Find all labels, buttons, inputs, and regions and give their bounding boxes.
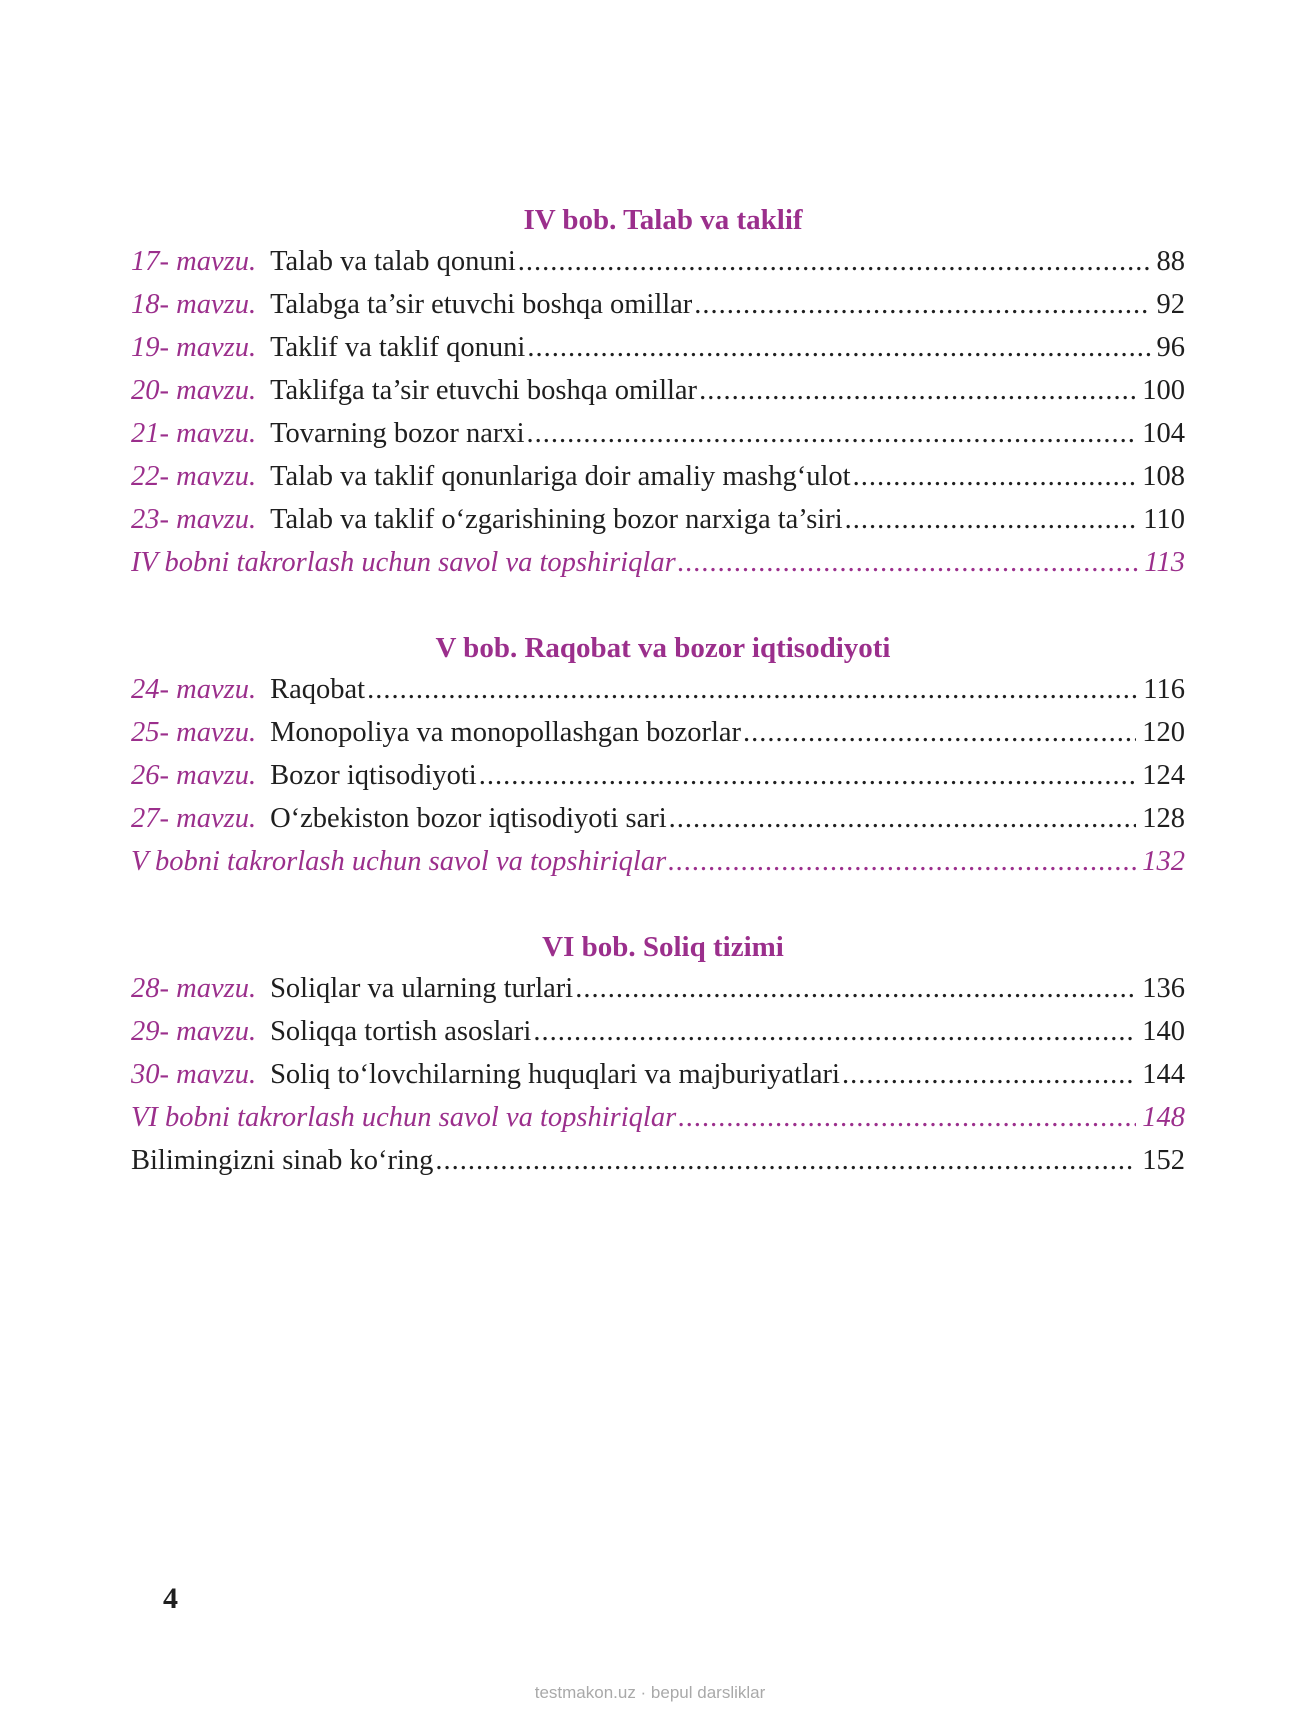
table-of-contents <box>131 200 1185 1226</box>
dot-leader <box>853 455 1137 498</box>
topic-title: Soliq to‘lovchilarning huquqlari va majburiyatlari <box>270 1059 840 1090</box>
page-ref: 88 <box>1156 246 1185 277</box>
toc-entry[interactable] <box>131 240 1185 283</box>
section-heading: VI bob. Soliq tizimi <box>542 931 784 963</box>
page-ref: 120 <box>1142 717 1185 748</box>
section-heading: IV bob. Talab va taklif <box>523 204 803 236</box>
toc-review-entry[interactable] <box>131 541 1185 584</box>
topic-title: Tovarning bozor narxi <box>270 418 525 449</box>
dot-leader <box>533 1010 1136 1053</box>
topic-number: 20- mavzu. <box>131 375 257 406</box>
topic-title: Taklif va taklif qonuni <box>270 332 526 363</box>
topic-title: Raqobat <box>270 674 366 705</box>
toc-entry[interactable] <box>131 668 1185 711</box>
topic-number: 22- mavzu. <box>131 461 257 492</box>
dot-leader <box>842 1053 1136 1096</box>
dot-leader <box>527 326 1150 369</box>
toc-entry[interactable] <box>131 369 1185 412</box>
section-v <box>131 628 1185 883</box>
topic-number: 25- mavzu. <box>131 717 257 748</box>
topic-title: Taklifga ta’sir etuvchi boshqa omillar <box>270 375 698 406</box>
toc-entry[interactable] <box>131 754 1185 797</box>
topic-title: O‘zbekiston bozor iqtisodiyoti sari <box>270 803 667 834</box>
dot-leader <box>518 240 1151 283</box>
toc-entry[interactable] <box>131 1053 1185 1096</box>
dot-leader <box>527 412 1137 455</box>
topic-title: Soliqqa tortish asoslari <box>270 1016 532 1047</box>
toc-entry[interactable] <box>131 455 1185 498</box>
page-ref: 92 <box>1156 289 1185 320</box>
topic-number: 17- mavzu. <box>131 246 257 277</box>
page-ref: 108 <box>1142 461 1185 492</box>
topic-title: Bozor iqtisodiyoti <box>270 760 477 791</box>
dot-leader <box>743 711 1136 754</box>
topic-number: 21- mavzu. <box>131 418 257 449</box>
topic-number: 23- mavzu. <box>131 504 257 535</box>
topic-number: 28- mavzu. <box>131 973 257 1004</box>
page-ref: 140 <box>1142 1016 1185 1047</box>
page-ref: 104 <box>1142 418 1185 449</box>
dot-leader <box>694 283 1150 326</box>
section-iv <box>131 200 1185 584</box>
dot-leader <box>367 668 1137 711</box>
topic-title: Talabga ta’sir etuvchi boshqa omillar <box>270 289 693 320</box>
dot-leader <box>479 754 1137 797</box>
dot-leader <box>668 840 1136 883</box>
page-ref: 116 <box>1143 674 1185 705</box>
topic-title: Talab va taklif o‘zgarishining bozor narxiga ta’siri <box>270 504 843 535</box>
dot-leader <box>699 369 1136 412</box>
topic-number: 19- mavzu. <box>131 332 257 363</box>
page-ref: 100 <box>1142 375 1185 406</box>
toc-entry[interactable] <box>131 711 1185 754</box>
toc-entry[interactable] <box>131 412 1185 455</box>
toc-entry[interactable] <box>131 283 1185 326</box>
topic-number: 18- mavzu. <box>131 289 257 320</box>
toc-entry[interactable] <box>131 1010 1185 1053</box>
topic-number: 30- mavzu. <box>131 1059 257 1090</box>
extra-title: Bilimingizni sinab ko‘ring <box>131 1145 434 1176</box>
topic-number: 26- mavzu. <box>131 760 257 791</box>
topic-title: Talab va taklif qonunlariga doir amaliy mashg‘ulot <box>270 461 851 492</box>
review-title: VI bobni takrorlash uchun savol va topshiriqlar <box>131 1102 677 1133</box>
dot-leader <box>678 1096 1136 1139</box>
page-ref: 132 <box>1142 846 1185 877</box>
review-title: IV bobni takrorlash uchun savol va topshiriqlar <box>131 547 676 578</box>
topic-number: 24- mavzu. <box>131 674 257 705</box>
toc-entry[interactable] <box>131 326 1185 369</box>
topic-number: 27- mavzu. <box>131 803 257 834</box>
toc-entry[interactable] <box>131 797 1185 840</box>
dot-leader <box>435 1139 1136 1182</box>
dot-leader <box>845 498 1138 541</box>
dot-leader <box>575 967 1136 1010</box>
toc-review-entry[interactable] <box>131 840 1185 883</box>
topic-title: Talab va talab qonuni <box>270 246 516 277</box>
toc-review-entry[interactable] <box>131 1096 1185 1139</box>
page-ref: 144 <box>1142 1059 1185 1090</box>
page-ref: 128 <box>1142 803 1185 834</box>
section-vi <box>131 927 1185 1182</box>
toc-entry[interactable] <box>131 967 1185 1010</box>
page-ref: 96 <box>1156 332 1185 363</box>
toc-entry[interactable] <box>131 498 1185 541</box>
section-heading: V bob. Raqobat va bozor iqtisodiyoti <box>435 632 891 664</box>
review-title: V bobni takrorlash uchun savol va topshiriqlar <box>131 846 667 877</box>
watermark-text: testmakon.uz · bepul darsliklar <box>534 1683 766 1702</box>
page-ref: 124 <box>1142 760 1185 791</box>
topic-title: Soliqlar va ularning turlari <box>270 973 574 1004</box>
page-ref: 136 <box>1142 973 1185 1004</box>
page-ref: 152 <box>1142 1145 1185 1176</box>
dot-leader <box>678 541 1139 584</box>
page-ref: 110 <box>1143 504 1185 535</box>
topic-title: Monopoliya va monopollashgan bozorlar <box>270 717 742 748</box>
toc-extra-entry[interactable] <box>131 1139 1185 1182</box>
page-ref: 148 <box>1142 1102 1185 1133</box>
page-number: 4 <box>163 1582 178 1615</box>
dot-leader <box>669 797 1137 840</box>
page-ref: 113 <box>1144 547 1185 578</box>
topic-number: 29- mavzu. <box>131 1016 257 1047</box>
